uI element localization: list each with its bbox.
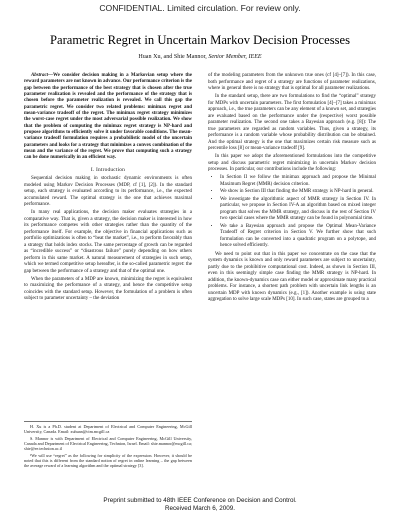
list-item: • We show in Section III that finding the MMR strategy is NP-hard in general.	[220, 189, 376, 196]
author-names: Huan Xu, and Shie Mannor,	[138, 54, 207, 60]
list-item: • In Section II we follow the minimax approach and propose the Minimal Maximum Regret (MMR) decision criterion.	[220, 175, 376, 188]
right-paragraph-4: We need to point out that in this paper we concentrate on the case that the system dynamics is known and only reward parameters are subject to uncertainty, partly due to the prohibitive computational cost. Indeed, as shown in Section III, even in this seemingly simple case finding the MMR strategy is NP-hard. In addition, the known-dynamics case can either model or approximate many practical problems. For instance, a shortest path problem with uncertain link lengths is an uncertain MDP with known dynamics (e.g., [1]). Another example is using state aggregation to solve large scale MDPs [10]. In such case, states are grouped to a	[208, 251, 376, 302]
intro-paragraph-2: In many real applications, the decision maker evaluates strategies in a comparative way. That is, given a strategy, the decision maker is interested in how its performance competes with other strategies rather than the quantity of the performance itself. For example, the objective in financial applications such as portfolio optimizations is often to “beat the market”, i.e., to perform favorably than a strategy that holds index stocks. The same percentage of growth can be regarded as “incredible success” or “disastrous failure” purely depending on how others perform in this same market. A natural measurement of strategies in such setup, which we termed competitive setup hereafter, is the so-called parametric regret: the gap between the performance of a strategy and that of the optimal one.	[24, 210, 192, 274]
right-paragraph-2: In the standard setup, there are two formulations to find the “optimal” strategy for MDPs with uncertain parameters. The first formulation [4]–[7] takes a minimax approach, i.e., the true parameters can be any element of a known set, and strategies are evaluated based on the performance under the (respective) worst possible parameter realization. The second one takes a Bayesian approach (e.g. [8]): The true parameters are regarded as random variables. Thus, given a strategy, its performance is a random variable whose probability distribution can be obtained. And the optimal strategy is the one that maximizes certain risk measure such as percentile loss [8] or mean-variance tradeoff [9].	[208, 94, 376, 151]
footnotes	[24, 421, 192, 470]
intro-paragraph-1: Sequential decision making in stochastic dynamic environments is often modeled using Markov Decision Processes (MDP, cf [1], [2]). In the standard setup, each strategy is evaluated according to its performance, i.e., the expected accumulated reward. The optimal strategy is the one that achieves maximal performance.	[24, 176, 192, 208]
author-line	[0, 54, 400, 60]
preprint-line: Preprint submitted to 48th IEEE Conference on Decision and Control.	[103, 497, 297, 504]
footnote-regret: ¹We will use “regret” as the following for simplicity of the expression. However, it should be noted that this is different from the standard notion of regret in online learning – the gap between the average reward of a learning algorithm and the optimal strategy [3].	[24, 452, 192, 469]
list-item: • We investigate the algorithmic aspect of MMR strategy in Section IV. In particular, we propose in Section IV-A an algorithm based on mixed integer program that solves the MMR strategy, and discuss in the rest of Section IV two special cases where the MMR strategy can be found in polynomial time.	[220, 197, 376, 223]
right-paragraph-1: of the modeling parameters from the unknown true ones (cf [4]–[7]). In this case, both performance and regret of a strategy are functions of parameter realizations, where in general there is no strategy that is optimal for all parameter realizations.	[208, 73, 376, 91]
intro-paragraph-3: When the parameters of a MDP are known, minimizing the regret is equivalent to maximizing the performance of a strategy, and hence the competitive setup coincides with the standard setup. However, the formulation of a problem is often subject to parameter uncertainty – the deviation	[24, 276, 192, 302]
paper-title: Parametric Regret in Uncertain Markov Decision Processes	[49, 33, 351, 47]
confidential-notice: CONFIDENTIAL. Limited circulation. For review only.	[99, 3, 301, 13]
abstract-body: —We consider decision making in a Markovian setup where the reward parameters are not known in advance. Our performance criterion is the gap between the performance of the best strategy that is chosen after the true parameter realization is revealed and the performance of the strategy that is chosen before the parameter realization is revealed. We call this gap the parametric regret. We consider two related problems: minimax regret and mean-variance tradeoff of the regret. The minimax regret strategy minimizes the worst-case regret under the most adversarial possible realization. We show that the problem of computing the minimax regret strategy is NP-hard and propose algorithms to efficiently solve it under favorable conditions. The mean-variance tradeoff formulation requires a probabilistic model of the uncertain parameters and looks for a strategy that minimizes a convex combination of the mean and the variance of the regret. We prove that computing such a strategy can be done numerically in an efficient way.	[24, 73, 192, 161]
preprint-notice	[0, 497, 400, 512]
list-item: • We take a Bayesian approach and propose the Optimal Mean-Variance Tradeoff of Regret criterion in Section V. We further show that such formulation can be converted into a quadratic program on a polytope, and hence solved efficiently.	[220, 224, 376, 250]
footnote-author-1: H. Xu is a Ph.D. student at Department of Electrical and Computer Engineering, McGill University, Canada. Email: xuhuan@cim.mcgill.ca	[24, 424, 192, 435]
right-paragraph-3: In this paper we adopt the aforementioned formulations into the competitive setup and discuss parametric regret minimizing in uncertain Markov decision processes. In particular, our contributions include the following:	[208, 154, 376, 172]
abstract	[24, 73, 192, 162]
received-date: Received March 6, 2009.	[164, 504, 235, 512]
right-column	[208, 73, 376, 305]
author-role: Senior Member, IEEE	[208, 54, 262, 60]
contributions-list	[208, 175, 376, 250]
footnote-author-2: S. Mannor is with Department of Electrical and Computer Engineering, McGill University, Canada and Department of Electrical Engineering, Technion, Israel. Email: shie.mannor@mcgill.ca; shie@ee.technion.ac.il	[24, 435, 192, 452]
abstract-label: Abstract	[31, 73, 49, 78]
left-column	[24, 73, 192, 304]
section-heading-introduction: I. Introduction	[90, 166, 126, 173]
